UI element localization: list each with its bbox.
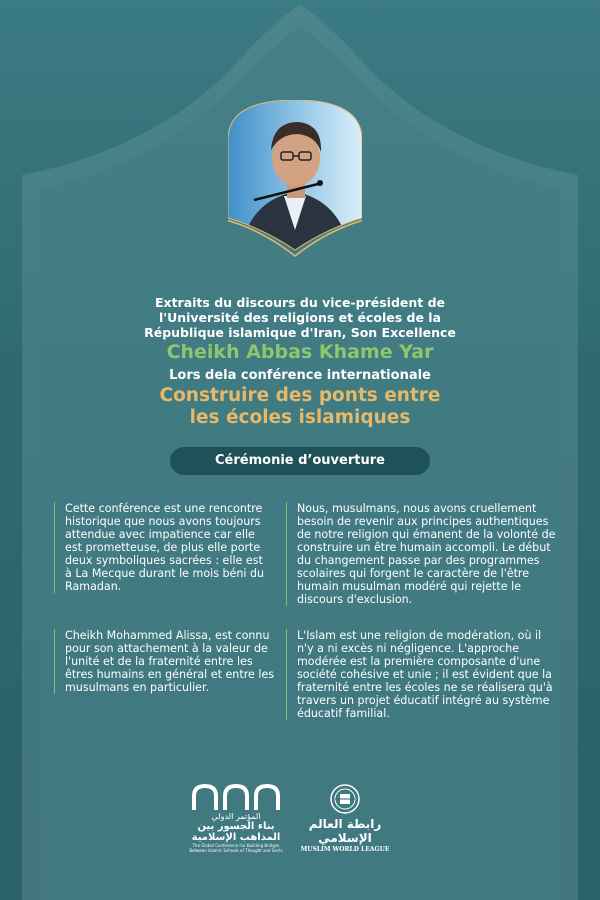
quote-text: L'Islam est une religion de modération, où il n'y a ni excès ni négligence. L'approche modérée est la première composante d'une société cohésive et unie ; il est évident que la fraternité entre les écoles ne se réalisera qu'à travers un projet éducatif intégré au système éducatif familial. — [297, 629, 553, 720]
conference-logo-arabic-1: المؤتمر الدولي — [211, 812, 261, 821]
conference-logo-english-2: Between Islamic Schools of Thought and Sects — [189, 848, 283, 853]
intro-line: Extraits du discours du vice-président de — [154, 295, 446, 310]
speaker-portrait — [228, 100, 362, 258]
conference-logo-mark — [190, 782, 282, 812]
quote-block-left-2 — [54, 629, 277, 694]
intro-line: l'Université des religions et écoles de la — [158, 310, 442, 325]
intro-text — [40, 295, 560, 340]
mwl-logo — [300, 817, 390, 855]
conference-intro: Lors dela conférence internationale — [169, 368, 431, 383]
quote-block-right-2 — [286, 629, 557, 720]
conference-title-line-1: Construire des ponts entre — [159, 385, 441, 406]
mwl-arabic: رابطة العالم الإسلامي — [308, 817, 382, 845]
speaker-name: Cheikh Abbas Khame Yar — [166, 341, 434, 363]
quote-block-left-1 — [54, 502, 270, 593]
mwl-emblem-icon — [329, 783, 361, 815]
mwl-english: MUSLIM WORLD LEAGUE — [300, 846, 390, 853]
quote-text: Cette conférence est une rencontre historique que nous avons toujours attendue avec impatience car elle est prometteuse, de plus elle porte deux symboliques sacrées : elle est à La Mecque durant le mois béni du Ramadan. — [65, 502, 265, 593]
conference-logo-english-1: The Global Conference For Building Bridges — [192, 843, 280, 848]
conference-logo-arabic-2: بناء الجسور بين — [197, 821, 275, 832]
quote-text: Nous, musulmans, nous avons cruellement besoin de revenir aux principes authentiques de notre religion qui émanent de la volonté de construire un être humain accompli. Le début du changement passe par des programmes scolaires qui forgent le caractère de l'être humain musulman modéré qui rejette le discours d'exclusion. — [297, 502, 556, 606]
conference-title-line-2: les écoles islamiques — [189, 407, 411, 428]
quote-text: Cheikh Mohammed Alissa, est connu pour son attachement à la valeur de l'unité et de la fraternité entre les êtres humains en général et entre les musulmans en particulier. — [65, 629, 275, 694]
conference-logo-arabic-3: المذاهب الإسلامية — [191, 832, 281, 843]
quote-block-right-1 — [286, 502, 559, 606]
conference-logo — [180, 812, 292, 853]
section-label: Cérémonie d’ouverture — [170, 447, 430, 475]
intro-line: République islamique d'Iran, Son Excellence — [144, 325, 456, 340]
